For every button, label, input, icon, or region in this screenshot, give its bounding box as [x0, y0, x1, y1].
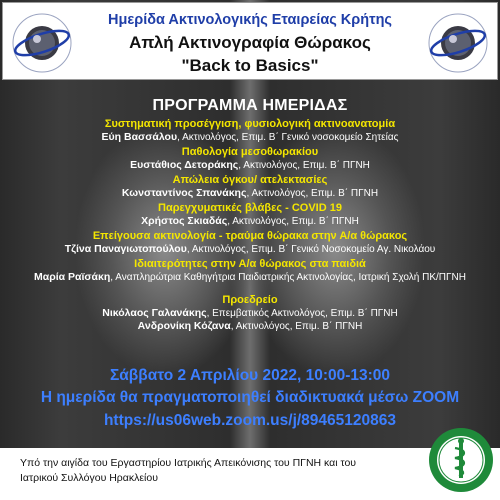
member-name: Νικόλαος Γαλανάκης [102, 307, 207, 319]
speaker-role: , Ακτινολόγος, Επιμ. Β΄ ΠΓΝΗ [227, 216, 359, 227]
medical-association-seal-icon [427, 426, 495, 494]
program-topic: Συστηματική προσέγγιση, φυσιολογική ακτινοανατομία [104, 118, 396, 130]
footer-banner [0, 448, 500, 500]
program-topic: Παρεγχυματικές βλάβες - COVID 19 [158, 202, 342, 214]
event-date: Σάββατο 2 Απριλίου 2022, 10:00-13:00 [109, 367, 391, 384]
program-section [0, 96, 500, 333]
speaker-role: , Ακτινολόγος, Επιμ. Β΄ Γενικό νοσοκομείο Σητείας [177, 132, 399, 143]
program-item [0, 118, 500, 144]
speaker-name: Χρήστος Σκιαδάς [141, 215, 228, 227]
event-mode: Η ημερίδα θα πραγματοποιηθεί διαδικτυακά μέσω ZOOM [40, 389, 460, 406]
program-heading: ΠΡΟΓΡΑΜΜΑ ΗΜΕΡΙΔΑΣ [152, 97, 348, 114]
program-item [0, 202, 500, 228]
footer-text [20, 456, 420, 486]
program-speaker [0, 271, 500, 284]
program-speaker [0, 131, 500, 144]
presidium-block [0, 294, 500, 333]
program-speaker [0, 243, 500, 256]
program-item [0, 174, 500, 200]
speaker-role: , Ακτινολόγος, Επιμ. Β΄ ΠΓΝΗ [246, 188, 379, 199]
organization-name: Ημερίδα Ακτινολογικής Εταιρείας Κρήτης [108, 12, 392, 28]
speaker-name: Κωνσταντίνος Σπανάκης [121, 187, 247, 199]
speaker-role: , Ακτινολόγος, Επιμ. Β΄ ΠΓΝΗ [238, 160, 370, 171]
presidium-member [0, 320, 500, 333]
program-topic: Απώλεια όγκου/ ατελεκτασίες [172, 174, 328, 186]
presidium-heading: Προεδρείο [222, 294, 278, 306]
society-logo-icon [11, 12, 73, 74]
member-role: , Ακτινολόγος, Επιμ. Β΄ ΠΓΝΗ [230, 321, 363, 332]
speaker-name: Εύη Βασσάλου [101, 131, 178, 143]
program-item [0, 258, 500, 284]
program-speaker [0, 215, 500, 228]
event-subtitle: "Back to Basics" [181, 56, 319, 75]
program-item [0, 230, 500, 256]
event-title: Απλή Ακτινογραφία Θώρακος [129, 33, 371, 52]
speaker-name: Ευστάθιος Δετοράκης [130, 159, 239, 171]
zoom-link[interactable]: https://us06web.zoom.us/j/89465120863 [103, 412, 397, 429]
footer-line: Ιατρικού Συλλόγου Ηρακλείου [20, 472, 158, 484]
society-logo-icon [427, 12, 489, 74]
speaker-name: Τζίνα Παναγιωτοπούλου [64, 243, 187, 255]
program-topic: Επείγουσα ακτινολογία - τραύμα θώρακα στην Α/α θώρακος [92, 230, 408, 242]
header-banner [2, 2, 498, 80]
member-name: Ανδρονίκη Κόζανα [137, 320, 231, 332]
program-item [0, 146, 500, 172]
speaker-role: , Αναπληρώτρια Καθηγήτρια Παιδιατρικής Ακτινολογίας, Ιατρική Σχολή ΠΚ/ΠΓΝΗ [110, 272, 466, 283]
speaker-role: , Ακτινολόγος, Επιμ. Β΄ Γενικό Νοσοκομείο Αγ. Νικολάου [186, 244, 436, 255]
program-topic: Παθολογία μεσοθωρακίου [181, 146, 319, 158]
program-topic: Ιδιαιτερότητες στην Α/α θώρακος στα παιδιά [134, 258, 366, 270]
speaker-name: Μαρία Ραϊσάκη [34, 271, 111, 283]
member-role: , Επεμβατικός Ακτινολόγος, Επιμ. Β΄ ΠΓΝΗ [206, 308, 398, 319]
presidium-member [0, 307, 500, 320]
program-speaker [0, 187, 500, 200]
footer-line: Υπό την αιγίδα του Εργαστηρίου Ιατρικής Απεικόνισης του ΠΓΝΗ και του [20, 457, 357, 469]
program-speaker [0, 159, 500, 172]
